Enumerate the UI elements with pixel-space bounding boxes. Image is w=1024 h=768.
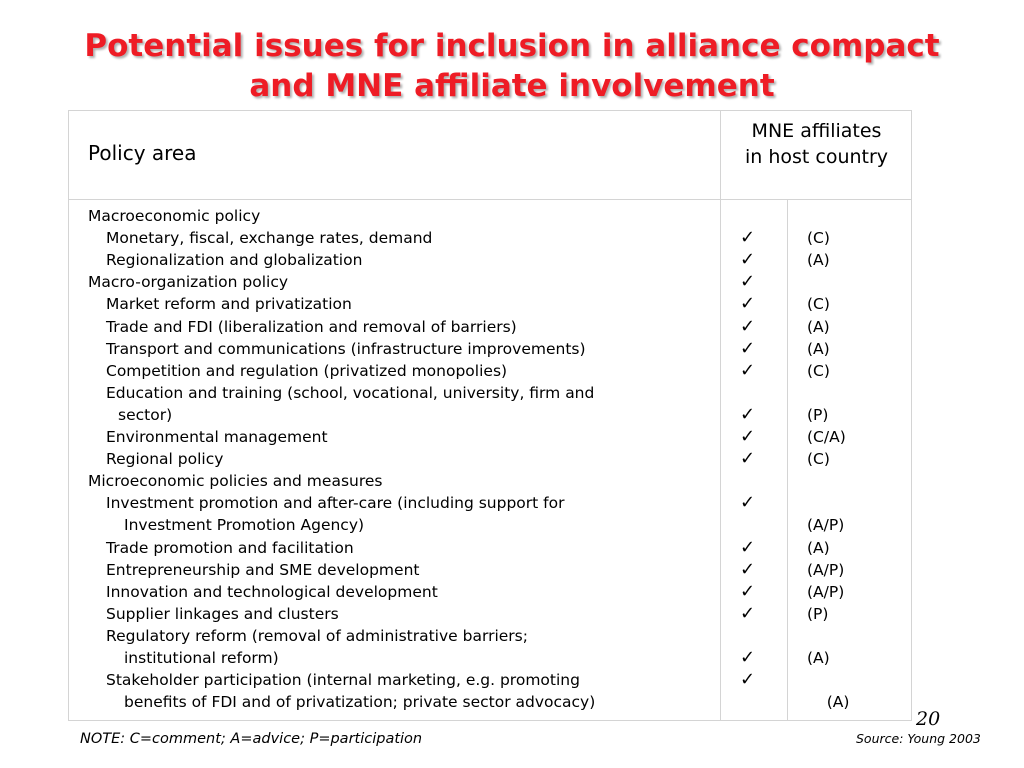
policy-category-label: Macroeconomic policy (88, 207, 261, 225)
policy-item-label: Supplier linkages and clusters (106, 604, 339, 623)
table-header-divider (68, 199, 912, 200)
table-row (0, 293, 1024, 315)
involvement-code: (A/P) (807, 582, 845, 601)
table-row (0, 404, 1024, 426)
involvement-code: (C) (807, 450, 830, 469)
policy-item-label: Transport and communications (infrastructure improvements) (106, 339, 586, 358)
involvement-code: (A/P) (807, 516, 845, 535)
table-row (0, 492, 1024, 514)
involvement-code: (A) (807, 317, 830, 336)
involvement-code: (C) (807, 361, 830, 380)
checkmark-icon: ✓ (740, 536, 756, 558)
table-row (0, 691, 1024, 713)
source-citation: Source: Young 2003 (856, 731, 981, 746)
policy-item-label: Trade and FDI (liberalization and removal of barriers) (106, 317, 517, 336)
policy-item-label: Stakeholder participation (internal marketing, e.g. promoting (106, 671, 580, 690)
table-row (0, 271, 1024, 293)
table-row (0, 647, 1024, 669)
header-policy-area: Policy area (88, 141, 197, 165)
checkmark-icon: ✓ (740, 403, 756, 425)
table-row (0, 625, 1024, 647)
policy-item-label: Education and training (school, vocational, university, firm and (106, 383, 595, 402)
policy-item-label: Investment promotion and after-care (including support for (106, 494, 565, 513)
table-row (0, 316, 1024, 338)
checkmark-icon: ✓ (740, 359, 756, 381)
table-row (0, 448, 1024, 470)
slide-title (0, 26, 1024, 106)
policy-category-label: Microeconomic policies and measures (88, 472, 383, 491)
table-row (0, 669, 1024, 691)
checkmark-icon: ✓ (740, 669, 756, 691)
table-row (0, 227, 1024, 249)
checkmark-icon: ✓ (740, 426, 756, 447)
page-number: 20 (916, 708, 941, 730)
header-mne-affiliates (721, 118, 912, 170)
checkmark-icon: ✓ (740, 558, 756, 580)
table-row (0, 559, 1024, 581)
policy-item-label: Entrepreneurship and SME development (106, 560, 420, 579)
checkmark-icon: ✓ (740, 492, 756, 514)
legend-note: NOTE: C=comment; A=advice; P=participation (80, 731, 423, 747)
table-row (0, 360, 1024, 382)
table-row (0, 514, 1024, 536)
policy-item-label: Market reform and privatization (106, 295, 352, 314)
checkmark-icon: ✓ (740, 315, 756, 337)
involvement-code: (P) (807, 604, 829, 623)
checkmark-icon: ✓ (740, 293, 756, 315)
involvement-code: (A) (807, 538, 830, 557)
table-row (0, 338, 1024, 360)
table-row (0, 537, 1024, 559)
checkmark-icon: ✓ (740, 647, 756, 668)
table-row (0, 205, 1024, 227)
table-row (0, 249, 1024, 271)
involvement-code: (C) (807, 229, 830, 248)
checkmark-icon: ✓ (740, 602, 756, 624)
header-mne-line-1: MNE affiliates (751, 120, 882, 142)
table-row (0, 603, 1024, 625)
policy-item-label: benefits of FDI and of privatization; private sector advocacy) (124, 693, 596, 712)
table-row (0, 470, 1024, 492)
involvement-code: (C/A) (807, 428, 846, 446)
policy-item-label: Trade promotion and facilitation (106, 538, 354, 557)
slide-title-line-2: and MNE affiliate involvement (249, 68, 775, 104)
policy-item-label: Environmental management (106, 428, 328, 446)
policy-category-label: Macro-organization policy (88, 273, 289, 292)
policy-item-label: sector) (118, 405, 173, 424)
involvement-code: (A) (807, 649, 830, 667)
policy-item-label: Monetary, fiscal, exchange rates, demand (106, 229, 433, 248)
table-row (0, 426, 1024, 448)
policy-item-label: Regionalization and globalization (106, 251, 363, 270)
slide-title-line-1: Potential issues for inclusion in alliance compact (84, 28, 940, 64)
header-mne-line-2: in host country (744, 146, 889, 168)
involvement-code: (A) (807, 251, 830, 270)
policy-item-label: Regional policy (106, 450, 224, 469)
policy-item-label: institutional reform) (124, 649, 279, 667)
involvement-code: (A/P) (807, 560, 845, 579)
involvement-code: (C) (807, 295, 830, 314)
involvement-code: (A) (807, 693, 850, 712)
table-row (0, 382, 1024, 404)
policy-item-label: Regulatory reform (removal of administrative barriers; (106, 626, 528, 645)
checkmark-icon: ✓ (740, 227, 756, 249)
checkmark-icon: ✓ (740, 337, 756, 359)
involvement-code: (A) (807, 339, 830, 358)
involvement-code: (P) (807, 405, 829, 424)
checkmark-icon: ✓ (740, 249, 756, 271)
policy-item-label: Investment Promotion Agency) (124, 516, 365, 535)
checkmark-icon: ✓ (740, 271, 756, 293)
checkmark-icon: ✓ (740, 448, 756, 470)
checkmark-icon: ✓ (740, 580, 756, 602)
table-row (0, 581, 1024, 603)
policy-item-label: Competition and regulation (privatized monopolies) (106, 361, 508, 380)
policy-item-label: Innovation and technological development (106, 582, 438, 601)
